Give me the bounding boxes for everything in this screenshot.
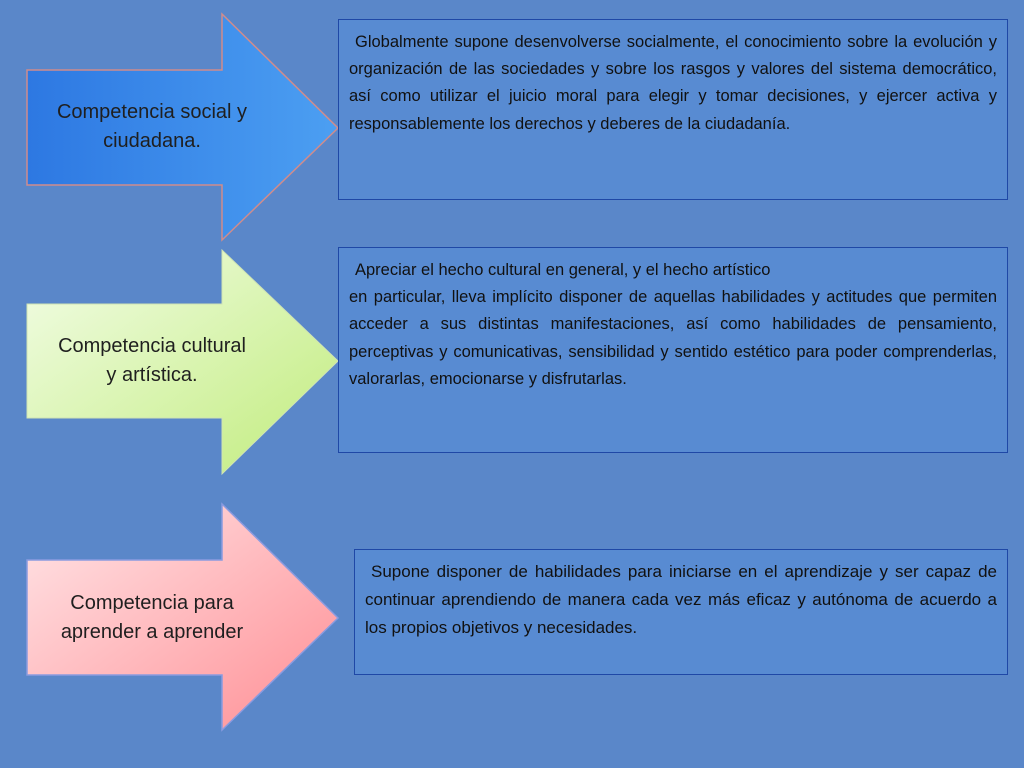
description-box-aprender	[354, 549, 1008, 675]
description-text-cultural: en particular, lleva implícito disponer de aquellas habilidades y actitudes que permiten acceder a sus distintas manifestaciones, así como habilidades de pensamiento, perceptivas y comunicativas, sensibilidad y sentido estético para poder comprenderlas, valorarlas, emocionarse y disfrutarlas.	[349, 288, 997, 388]
description-lead-cultural: Apreciar el hecho cultural en general, y el hecho artístico	[355, 261, 771, 279]
arrow-shape-cultural	[20, 246, 345, 480]
arrow-shape-aprender	[20, 500, 345, 736]
description-box-social	[338, 19, 1008, 200]
arrow-label-aprender: Competencia para aprender a aprender	[60, 592, 244, 643]
description-box-cultural	[338, 247, 1008, 453]
arrow-label-social: Competencia social y ciudadana.	[56, 101, 248, 152]
arrow-shape-social	[20, 8, 345, 248]
description-text-social: Globalmente supone desenvolverse socialmente, el conocimiento sobre la evolución y organización de las sociedades y sobre los rasgos y valores del sistema democrático, así como utilizar el juicio moral para elegir y tomar decisiones, y ejercer activa y responsablemente los derechos y deberes de la ciudadanía.	[349, 33, 997, 133]
arrow-label-cultural: Competencia cultural y artística.	[58, 335, 246, 386]
description-text-aprender: Supone disponer de habilidades para iniciarse en el aprendizaje y ser capaz de continuar aprendiendo de manera cada vez más eficaz y autónoma de acuerdo a los propios objetivos y necesidades.	[365, 562, 997, 638]
